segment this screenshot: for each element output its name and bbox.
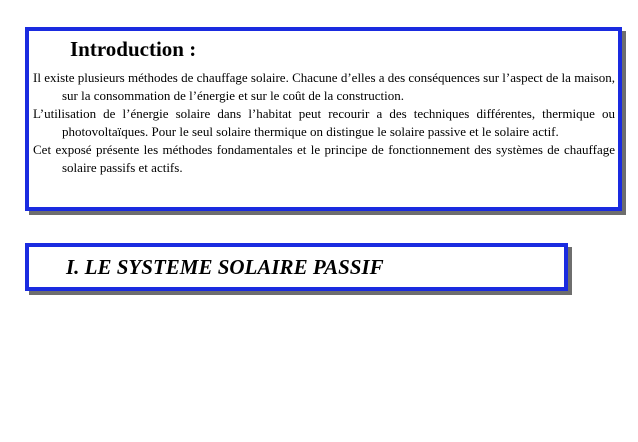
section-heading-box xyxy=(25,243,568,291)
introduction-box xyxy=(25,27,622,211)
introduction-paragraph-1: Il existe plusieurs méthodes de chauffage solaire. Chacune d’elles a des conséquences sur l’aspect de la maison, sur la consommation de l’énergie et sur le coût de la construction. xyxy=(33,70,615,103)
introduction-title: Introduction : xyxy=(70,37,197,61)
introduction-paragraph-3: Cet exposé présente les méthodes fondamentales et le principe de fonctionnement des systèmes de chauffage solaire passifs et actifs. xyxy=(33,142,615,175)
section-title: I. LE SYSTEME SOLAIRE PASSIF xyxy=(66,255,384,279)
introduction-paragraph-2: L’utilisation de l’énergie solaire dans l’habitat peut recourir a des techniques différentes, thermique ou photovoltaïques. Pour le seul solaire thermique on distingue le solaire passive et le solaire actif. xyxy=(33,106,615,139)
introduction-body xyxy=(33,69,615,177)
